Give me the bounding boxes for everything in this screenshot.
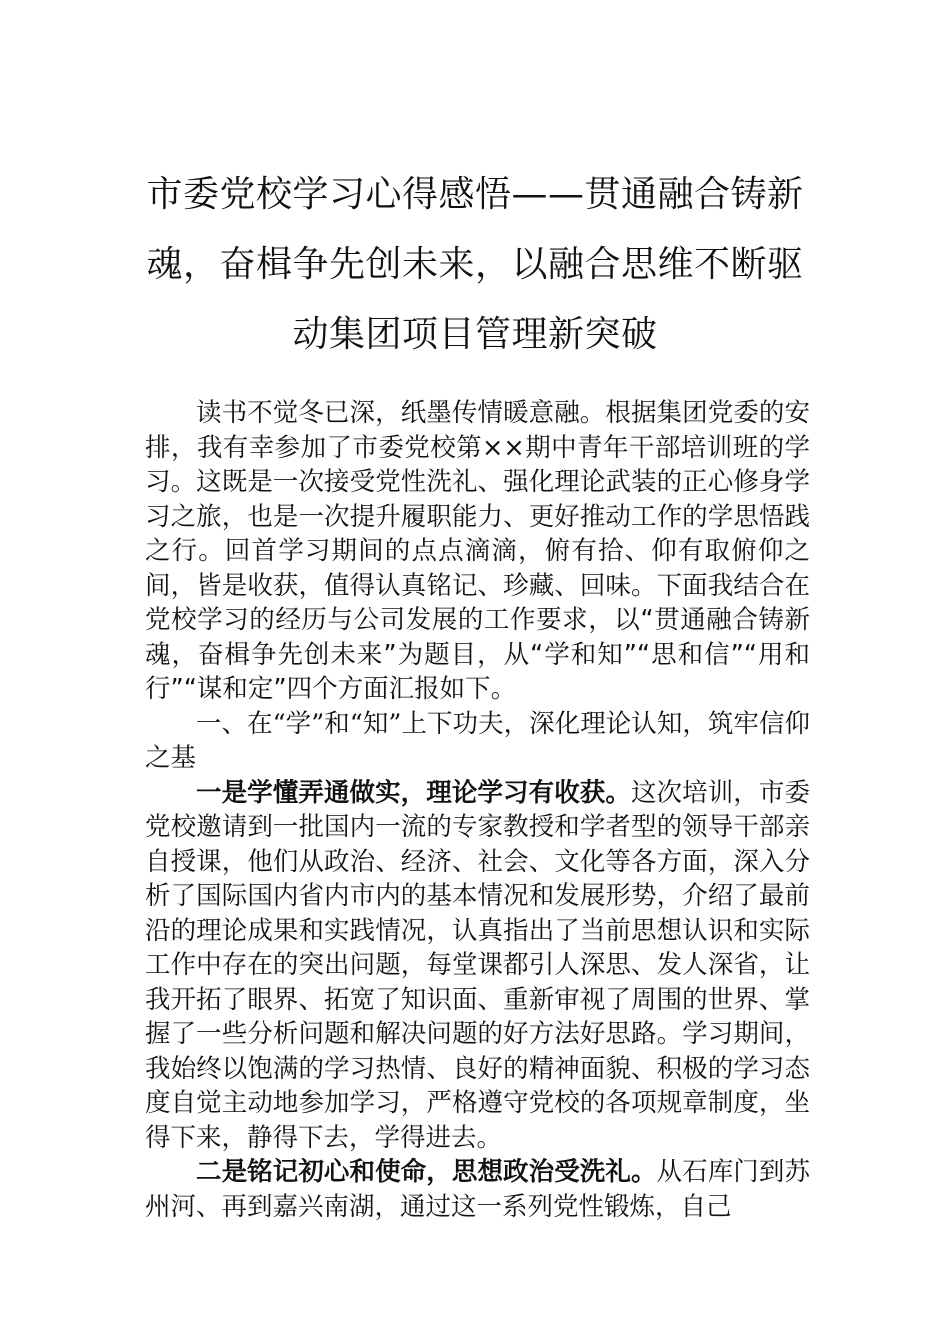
document-title [140,160,810,370]
title-line: 市委党校学习心得感悟——贯通融合铸新 [146,174,804,215]
paragraph-text: 从石库门到苏州河、再到嘉兴南湖，通过这一系列党性锻炼，自己 [145,1157,810,1222]
body-paragraph [145,776,810,1156]
title-line: 动集团项目管理新突破 [292,314,658,355]
section-heading [145,707,810,776]
paragraph-lead: 二是铭记初心和使命，思想政治受洗礼。 [196,1157,657,1187]
intro-paragraph [145,396,810,707]
paragraph-text: 读书不觉冬已深，纸墨传情暖意融。根据集团党委的安排，我有幸参加了市委党校第××期中青年干部培训班的学习。这既是一次接受党性洗礼、强化理论武装的正心修身学习之旅，也是一次提升履职能力、更好推动工作的学思悟践之行。回首学习期间的点点滴滴，俯有拾、仰有取俯仰之间，皆是收获，值得认真铭记、珍藏、回味。下面我结合在党校学习的经历与公司发展的工作要求，以“贯通融合铸新魂，奋楫争先创未来”为题目，从“学和知”“思和信”“用和行”“谋和定”四个方面汇报如下。 [145,398,810,704]
section-heading-text: 一、在“学”和“知”上下功夫，深化理论认知，筑牢信仰之基 [145,708,810,773]
paragraph-lead: 一是学懂弄通做实，理论学习有收获。 [196,777,631,808]
paragraph-text: 这次培训，市委党校邀请到一批国内一流的专家教授和学者型的领导干部亲自授课，他们从政治、经济、社会、文化等各方面，深入分析了国际国内省内市内的基本情况和发展形势，介绍了最前沿的理论成果和实践情况，认真指出了当前思想认识和实际工作中存在的突出问题，每堂课都引人深思、发人深省，让我开拓了眼界、拓宽了知识面、重新审视了周围的世界、掌握了一些分析问题和解决问题的好方法好思路。学习期间，我始终以饱满的学习热情、良好的精神面貌、积极的学习态度自觉主动地参加学习，严格遵守党校的各项规章制度，坐得下来，静得下去，学得进去。 [145,777,810,1153]
title-line: 魂，奋楫争先创未来，以融合思维不断驱 [146,244,804,285]
document-body [145,396,810,1224]
body-paragraph [145,1155,810,1224]
